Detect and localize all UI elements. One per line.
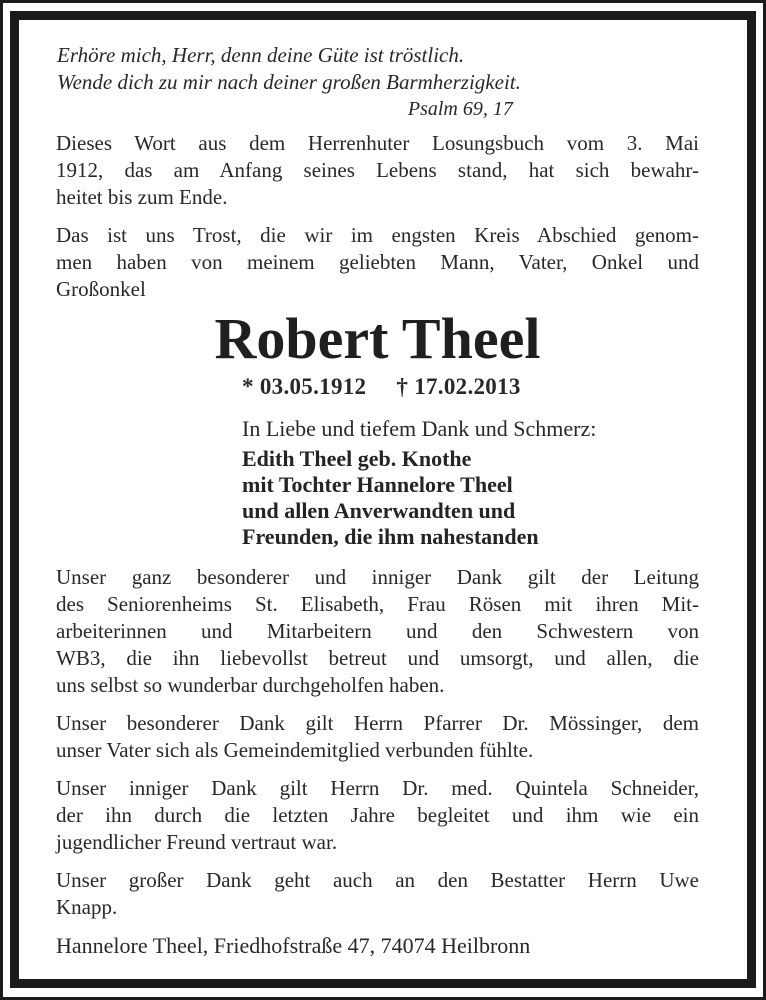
paragraph-line: des Seniorenheims St. Elisabeth, Frau Rösen mit ihren Mit- (56, 592, 699, 616)
contact-address: Hannelore Theel, Friedhofstraße 47, 74074 Heilbronn (56, 933, 531, 958)
paragraph-line: Unser großer Dank geht auch an den Bestatter Herrn Uwe (56, 868, 699, 892)
paragraph-line: unser Vater sich als Gemeindemitglied verbunden fühlte. (56, 738, 534, 762)
paragraph-line: Unser ganz besonderer und inniger Dank gilt der Leitung (56, 565, 699, 589)
quote-line: Wende dich zu mir nach deiner großen Barmherzigkeit. (57, 70, 521, 94)
paragraph-line: heitet bis zum Ende. (56, 185, 228, 209)
deceased-name: Robert Theel (214, 306, 541, 371)
psalm-reference: Psalm 69, 17 (407, 98, 513, 120)
opening-paragraph (56, 130, 699, 211)
farewell-paragraph (56, 222, 699, 303)
death-date: † 17.02.2013 (396, 374, 521, 399)
quote-line: Erhöre mich, Herr, denn deine Güte ist tröstlich. (57, 43, 465, 67)
thanks-paragraph-care-home (56, 564, 699, 699)
paragraph-line: jugendlicher Freund vertraut war. (56, 830, 338, 854)
mourners-list (242, 446, 699, 550)
paragraph-line: men haben von meinem geliebten Mann, Vater, Onkel und (56, 250, 699, 274)
mourner-line: Edith Theel geb. Knothe (242, 446, 472, 471)
thanks-paragraph-doctor (56, 775, 699, 856)
paragraph-line: Das ist uns Trost, die wir im engsten Kreis Abschied genom- (56, 223, 699, 247)
thanks-paragraph-undertaker (56, 867, 699, 921)
thanks-paragraph-pastor (56, 710, 699, 764)
paragraph-line: Unser inniger Dank gilt Herrn Dr. med. Quintela Schneider, (56, 776, 699, 800)
scripture-quote (57, 42, 521, 122)
paragraph-line: Knapp. (56, 895, 118, 919)
paragraph-line: 1912, das am Anfang seines Lebens stand, hat sich bewahr- (56, 158, 699, 182)
mourner-line: mit Tochter Hannelore Theel (242, 472, 513, 497)
paragraph-line: arbeiterinnen und Mitarbeitern und den Schwestern von (56, 619, 699, 643)
notice-content (19, 20, 747, 979)
life-dates (242, 373, 699, 401)
mourner-line: Freunden, die ihm nahestanden (242, 524, 539, 549)
paragraph-line: WB3, die ihn liebevollst betreut und umsorgt, und allen, die (56, 646, 699, 670)
condolence-intro: In Liebe und tiefem Dank und Schmerz: (242, 416, 597, 441)
paragraph-line: Großonkel (56, 277, 146, 301)
paragraph-line: Unser besonderer Dank gilt Herrn Pfarrer Dr. Mössinger, dem (56, 711, 699, 735)
paragraph-line: der ihn durch die letzten Jahre begleitet und ihm wie ein (56, 803, 699, 827)
notice-border-frame (10, 11, 756, 988)
paragraph-line: Dieses Wort aus dem Herrenhuter Losungsbuch vom 3. Mai (56, 131, 699, 155)
birth-date: * 03.05.1912 (242, 374, 367, 399)
paragraph-line: uns selbst so wunderbar durchgeholfen haben. (56, 673, 445, 697)
quote-lines (57, 42, 521, 96)
mourner-line: und allen Anverwandten und (242, 498, 516, 523)
